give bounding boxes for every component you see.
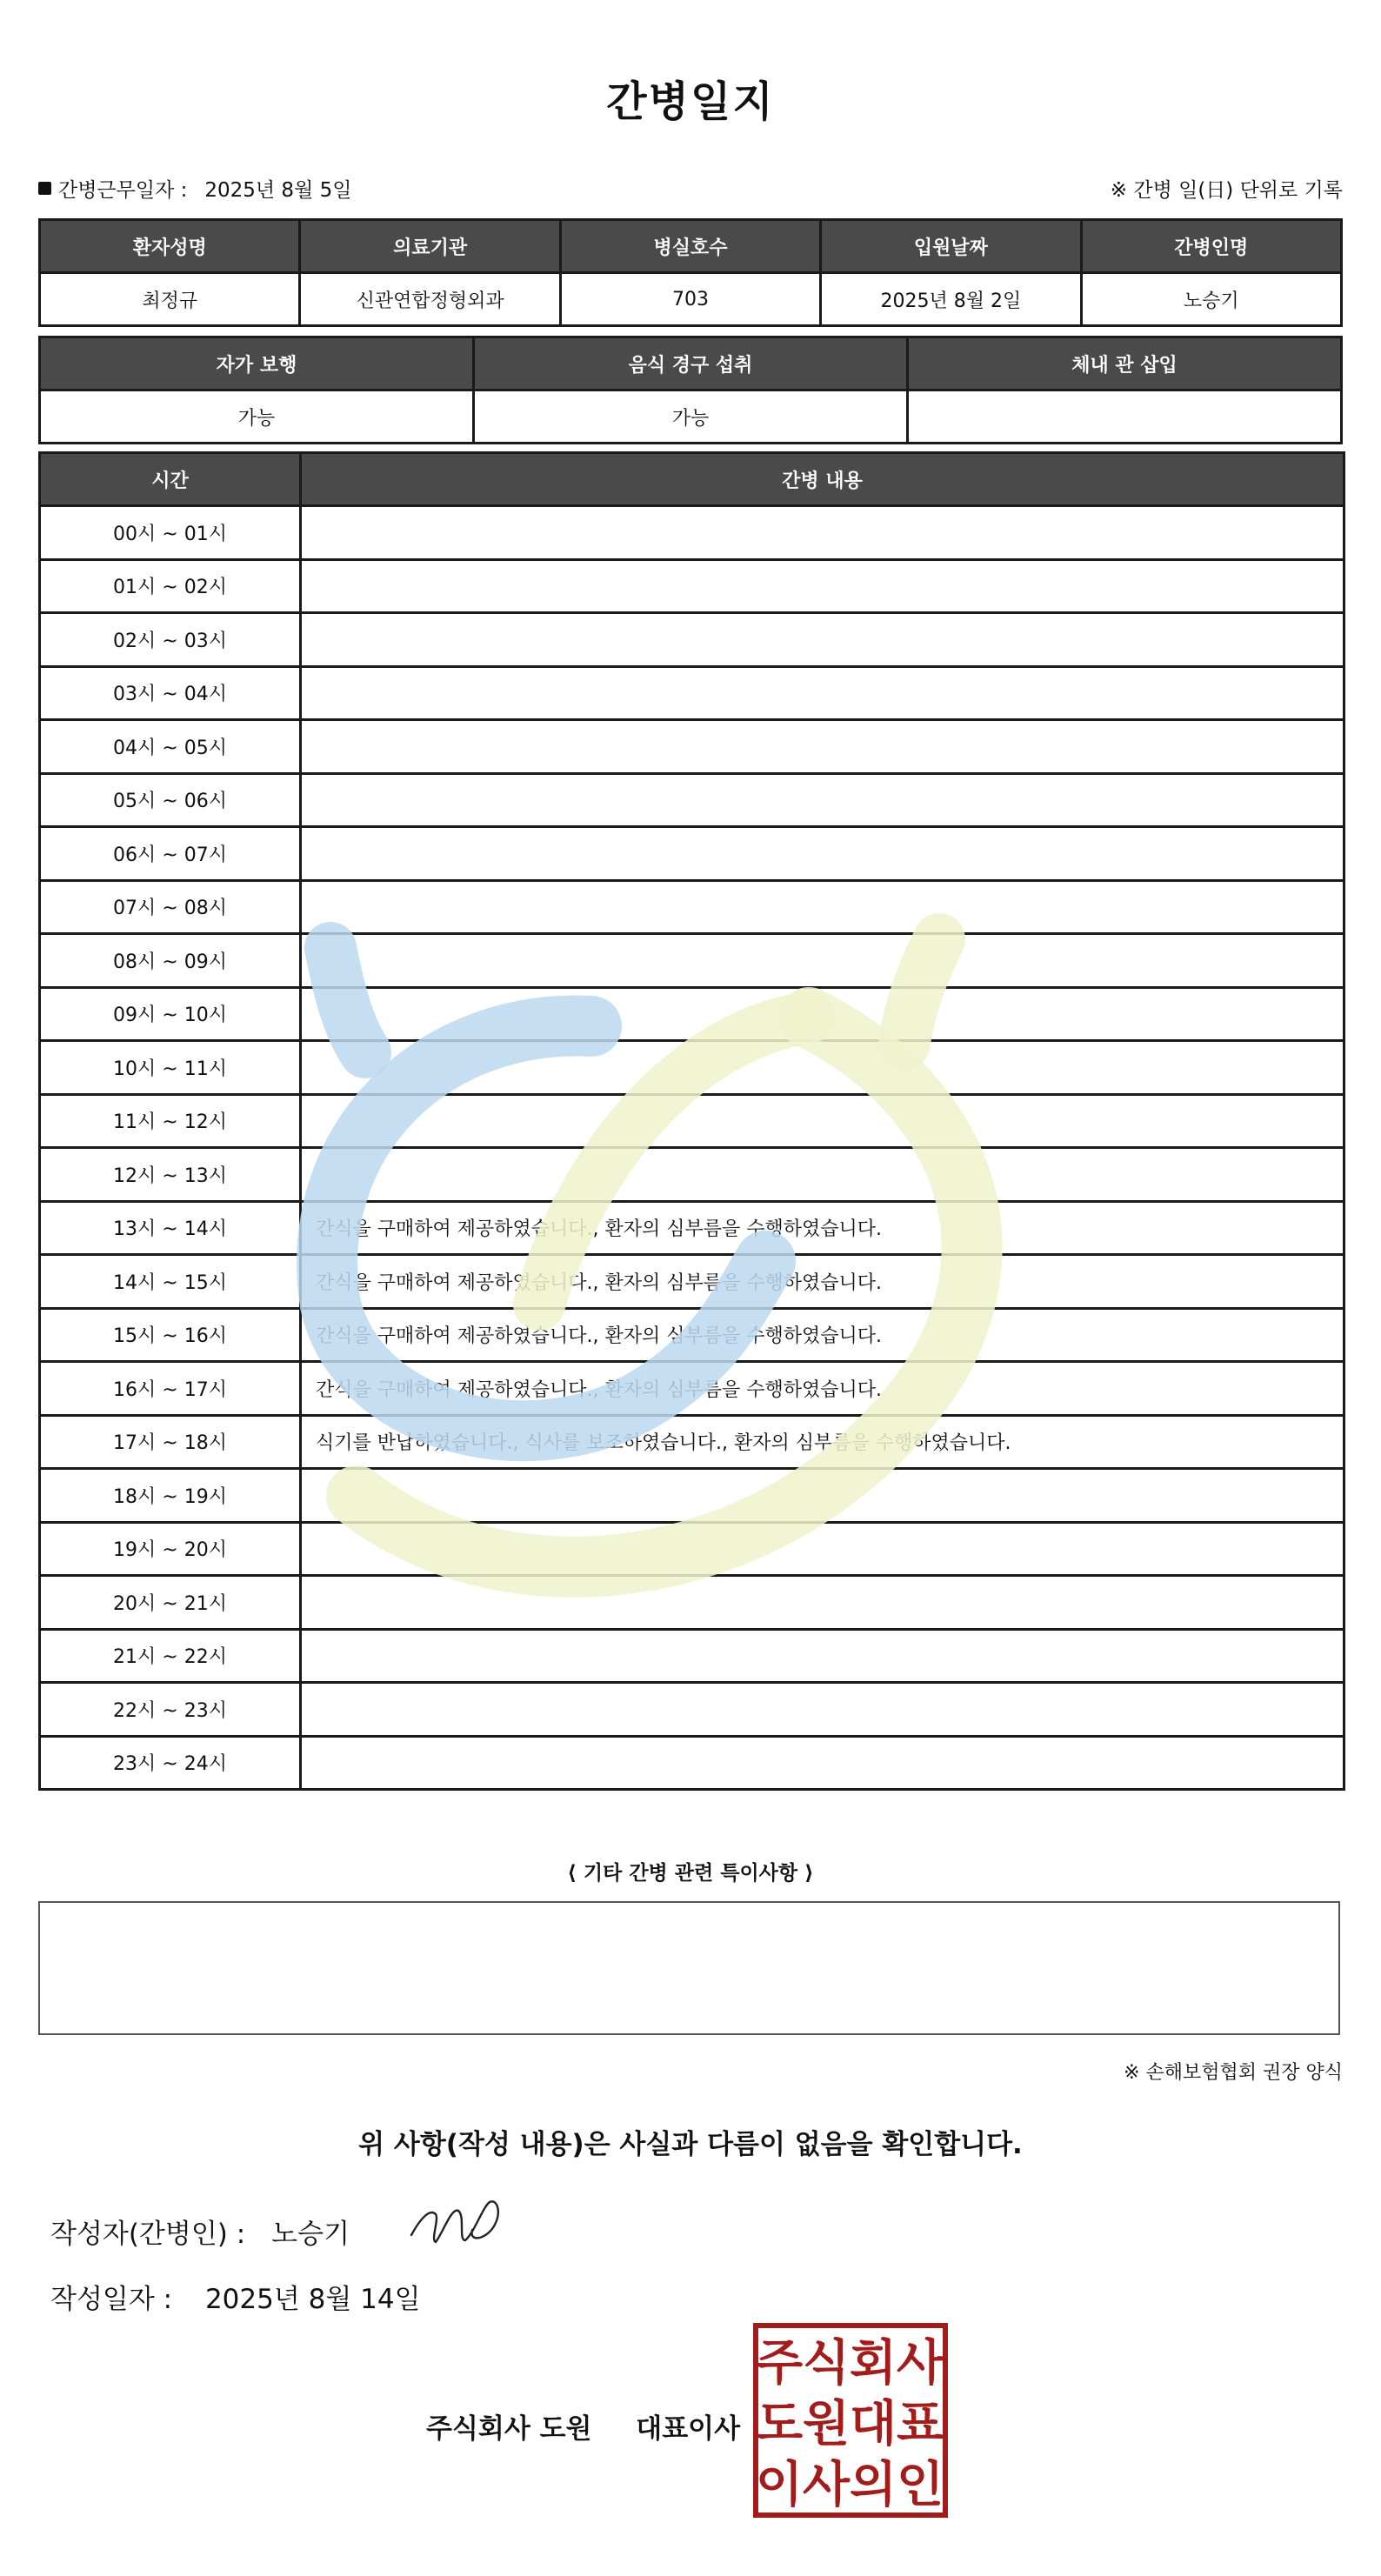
written-date-line bbox=[50, 2277, 421, 2316]
seal-character: 식 bbox=[802, 2335, 851, 2392]
log-content: 식기를 반납하였습니다., 식사를 보조하였습니다., 환자의 심부름을 수행하였습니다. bbox=[301, 1415, 1344, 1469]
log-row bbox=[40, 773, 1344, 827]
log-time: 12시 ~ 13시 bbox=[40, 1148, 301, 1202]
log-time: 19시 ~ 20시 bbox=[40, 1522, 301, 1576]
log-time: 05시 ~ 06시 bbox=[40, 773, 301, 827]
log-time: 00시 ~ 01시 bbox=[40, 506, 301, 560]
seal-character: 사 bbox=[896, 2335, 944, 2392]
log-content bbox=[301, 1736, 1344, 1790]
log-time: 23시 ~ 24시 bbox=[40, 1736, 301, 1790]
log-row bbox=[40, 1041, 1344, 1095]
log-row bbox=[40, 720, 1344, 774]
room-number: 703 bbox=[560, 273, 820, 326]
seal-character: 의 bbox=[849, 2457, 897, 2513]
patient-info-table bbox=[38, 218, 1343, 327]
header-walking: 자가 보행 bbox=[40, 337, 474, 390]
header-caregiver: 간병인명 bbox=[1081, 220, 1341, 273]
log-content bbox=[301, 666, 1344, 720]
seal-character: 인 bbox=[896, 2457, 944, 2513]
log-row bbox=[40, 506, 1344, 560]
log-time: 11시 ~ 12시 bbox=[40, 1094, 301, 1148]
log-row bbox=[40, 1736, 1344, 1790]
special-notes-title: ⟨ 기타 간병 관련 특이사항 ⟩ bbox=[567, 1862, 814, 1885]
log-time: 18시 ~ 19시 bbox=[40, 1469, 301, 1523]
log-content bbox=[301, 880, 1344, 934]
log-content bbox=[301, 1522, 1344, 1576]
company-seal bbox=[753, 2323, 948, 2518]
log-time: 01시 ~ 02시 bbox=[40, 559, 301, 613]
seal-character: 이 bbox=[755, 2457, 804, 2513]
log-time: 13시 ~ 14시 bbox=[40, 1201, 301, 1255]
log-time: 04시 ~ 05시 bbox=[40, 720, 301, 774]
log-content bbox=[301, 1041, 1344, 1095]
log-content bbox=[301, 1094, 1344, 1148]
writer-line bbox=[50, 2212, 350, 2251]
log-header-row bbox=[40, 453, 1344, 506]
log-time: 15시 ~ 16시 bbox=[40, 1308, 301, 1362]
log-row bbox=[40, 1308, 1344, 1362]
log-content bbox=[301, 1576, 1344, 1630]
log-time: 16시 ~ 17시 bbox=[40, 1362, 301, 1416]
log-row bbox=[40, 1201, 1344, 1255]
admission-date: 2025년 8월 2일 bbox=[821, 273, 1081, 326]
log-row bbox=[40, 613, 1344, 667]
writer-label: 작성자(간병인) : bbox=[50, 2219, 246, 2250]
log-time: 03시 ~ 04시 bbox=[40, 666, 301, 720]
hospital-name: 신관연합정형외과 bbox=[300, 273, 560, 326]
seal-character: 도 bbox=[755, 2396, 804, 2453]
unit-note: ※ 간병 일(日) 단위로 기록 bbox=[1110, 179, 1343, 202]
company-name: 주식회사 도원 bbox=[426, 2413, 592, 2445]
log-content bbox=[301, 1469, 1344, 1523]
log-time: 20시 ~ 21시 bbox=[40, 1576, 301, 1630]
log-time: 14시 ~ 15시 bbox=[40, 1255, 301, 1309]
header-oral-intake: 음식 경구 섭취 bbox=[474, 337, 908, 390]
header-tube-insertion: 체내 관 삽입 bbox=[908, 337, 1342, 390]
log-time: 10시 ~ 11시 bbox=[40, 1041, 301, 1095]
walking-status: 가능 bbox=[40, 390, 474, 444]
log-row bbox=[40, 1255, 1344, 1309]
log-time: 09시 ~ 10시 bbox=[40, 987, 301, 1041]
patient-header-row bbox=[40, 220, 1342, 273]
company-ceo-title: 대표이사 bbox=[636, 2413, 741, 2445]
work-date-label: 간병근무일자 : bbox=[58, 179, 188, 202]
special-notes-box bbox=[38, 1901, 1340, 2035]
header-patient-name: 환자성명 bbox=[40, 220, 300, 273]
patient-name: 최정규 bbox=[40, 273, 300, 326]
oral-intake-status: 가능 bbox=[474, 390, 908, 444]
log-time: 21시 ~ 22시 bbox=[40, 1629, 301, 1683]
handwritten-signature bbox=[404, 2190, 535, 2251]
log-row bbox=[40, 559, 1344, 613]
header-care-content: 간병 내용 bbox=[301, 453, 1344, 506]
log-content bbox=[301, 773, 1344, 827]
log-time: 17시 ~ 18시 bbox=[40, 1415, 301, 1469]
log-content bbox=[301, 934, 1344, 988]
seal-character: 회 bbox=[849, 2335, 897, 2392]
log-body bbox=[40, 506, 1344, 1790]
log-row bbox=[40, 1469, 1344, 1523]
seal-character: 주 bbox=[755, 2335, 804, 2392]
patient-value-row bbox=[40, 273, 1342, 326]
tube-insertion-status bbox=[908, 390, 1342, 444]
seal-character: 대 bbox=[849, 2396, 897, 2453]
log-row bbox=[40, 1576, 1344, 1630]
status-value-row bbox=[40, 390, 1342, 444]
log-row bbox=[40, 1094, 1344, 1148]
written-date-value: 2025년 8월 14일 bbox=[204, 2284, 421, 2315]
log-row bbox=[40, 1629, 1344, 1683]
bullet-icon bbox=[38, 182, 51, 195]
log-content bbox=[301, 1683, 1344, 1737]
log-row bbox=[40, 1683, 1344, 1737]
log-time: 07시 ~ 08시 bbox=[40, 880, 301, 934]
log-content: 간식을 구매하여 제공하였습니다., 환자의 심부름을 수행하였습니다. bbox=[301, 1255, 1344, 1309]
log-content bbox=[301, 559, 1344, 613]
log-row bbox=[40, 934, 1344, 988]
log-row bbox=[40, 827, 1344, 881]
form-source-note: ※ 손해보험협회 권장 양식 bbox=[1124, 2062, 1343, 2084]
log-content bbox=[301, 827, 1344, 881]
log-content bbox=[301, 1148, 1344, 1202]
log-row bbox=[40, 666, 1344, 720]
log-content bbox=[301, 1629, 1344, 1683]
log-time: 02시 ~ 03시 bbox=[40, 613, 301, 667]
writer-name: 노승기 bbox=[271, 2219, 350, 2250]
header-room: 병실호수 bbox=[560, 220, 820, 273]
confirmation-statement: 위 사항(작성 내용)은 사실과 다름이 없음을 확인합니다. bbox=[358, 2129, 1023, 2160]
log-content bbox=[301, 987, 1344, 1041]
header-time: 시간 bbox=[40, 453, 301, 506]
header-admission-date: 입원날짜 bbox=[821, 220, 1081, 273]
log-content: 간식을 구매하여 제공하였습니다., 환자의 심부름을 수행하였습니다. bbox=[301, 1201, 1344, 1255]
header-hospital: 의료기관 bbox=[300, 220, 560, 273]
log-content bbox=[301, 720, 1344, 774]
caregiver-name: 노승기 bbox=[1081, 273, 1341, 326]
company-line bbox=[426, 2406, 740, 2446]
status-header-row bbox=[40, 337, 1342, 390]
log-content: 간식을 구매하여 제공하였습니다., 환자의 심부름을 수행하였습니다. bbox=[301, 1308, 1344, 1362]
log-row bbox=[40, 880, 1344, 934]
log-row bbox=[40, 1415, 1344, 1469]
log-row bbox=[40, 1362, 1344, 1416]
log-content bbox=[301, 613, 1344, 667]
log-time: 08시 ~ 09시 bbox=[40, 934, 301, 988]
log-row bbox=[40, 987, 1344, 1041]
log-time: 22시 ~ 23시 bbox=[40, 1683, 301, 1737]
work-date-line bbox=[38, 174, 351, 203]
log-content: 간식을 구매하여 제공하였습니다., 환자의 심부름을 수행하였습니다. bbox=[301, 1362, 1344, 1416]
patient-status-table bbox=[38, 336, 1343, 444]
log-row bbox=[40, 1522, 1344, 1576]
log-content bbox=[301, 506, 1344, 560]
seal-character: 표 bbox=[896, 2396, 944, 2453]
seal-character: 원 bbox=[802, 2396, 851, 2453]
written-date-label: 작성일자 : bbox=[50, 2284, 173, 2315]
document-title: 간병일지 bbox=[606, 77, 775, 126]
seal-character: 사 bbox=[802, 2457, 851, 2513]
log-time: 06시 ~ 07시 bbox=[40, 827, 301, 881]
work-date-value: 2025년 8월 5일 bbox=[204, 179, 352, 202]
hourly-log-table bbox=[38, 451, 1345, 1791]
log-row bbox=[40, 1148, 1344, 1202]
